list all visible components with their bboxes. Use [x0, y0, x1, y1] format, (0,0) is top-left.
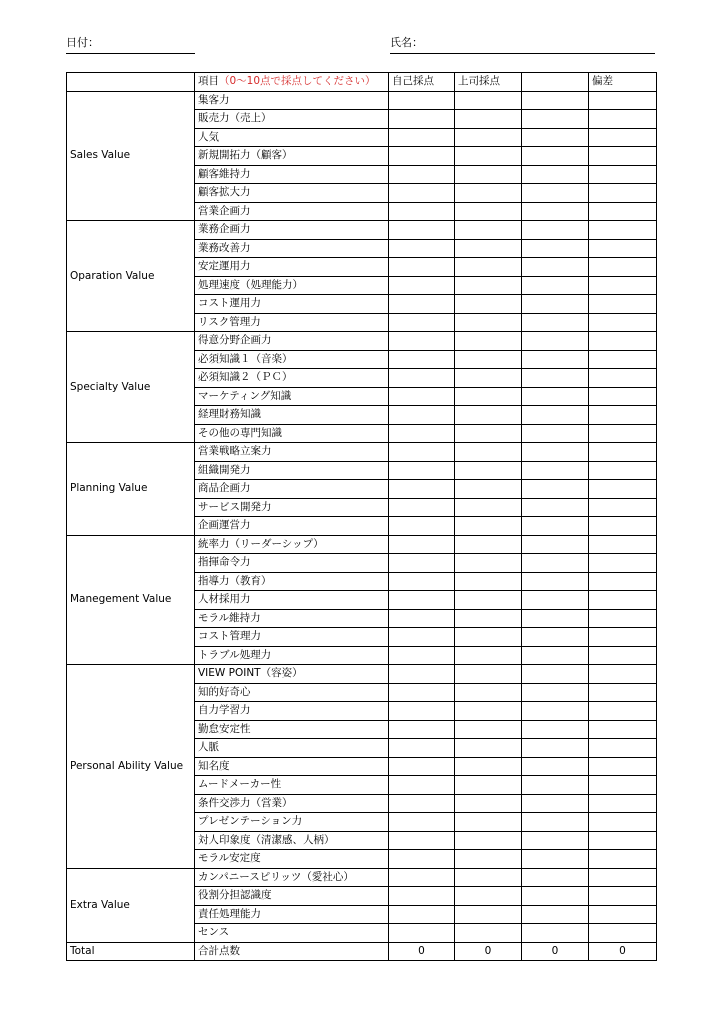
category-label: Oparation Value [67, 221, 195, 332]
boss-score-cell[interactable] [455, 702, 522, 721]
blank-score-cell[interactable] [522, 757, 589, 776]
item-label: マーケティング知識 [195, 387, 389, 406]
diff-cell[interactable] [589, 498, 657, 517]
blank-score-cell[interactable] [522, 591, 589, 610]
self-score-cell[interactable] [389, 221, 455, 240]
boss-score-cell[interactable] [455, 443, 522, 462]
item-label: ムードメーカー性 [195, 776, 389, 795]
blank-score-cell[interactable] [522, 794, 589, 813]
item-label: 営業企画力 [195, 202, 389, 221]
self-score-cell[interactable] [389, 702, 455, 721]
category-label: Planning Value [67, 443, 195, 536]
self-score-cell[interactable] [389, 276, 455, 295]
diff-cell[interactable] [589, 591, 657, 610]
diff-cell[interactable] [589, 184, 657, 203]
item-label: 企画運営力 [195, 517, 389, 536]
boss-score-cell[interactable] [455, 628, 522, 647]
diff-cell[interactable] [589, 905, 657, 924]
self-score-cell[interactable] [389, 110, 455, 129]
item-label: モラル維持力 [195, 609, 389, 628]
blank-score-cell[interactable] [522, 443, 589, 462]
blank-score-cell[interactable] [522, 498, 589, 517]
blank-score-cell[interactable] [522, 406, 589, 425]
item-label: モラル安定度 [195, 850, 389, 869]
blank-score-cell[interactable] [522, 535, 589, 554]
item-label: 指導力（教育） [195, 572, 389, 591]
blank-score-cell[interactable] [522, 776, 589, 795]
item-header: 項目（0〜10点で採点してください） [195, 73, 389, 92]
blank-score-cell[interactable] [522, 480, 589, 499]
self-score-cell[interactable] [389, 128, 455, 147]
item-label: 人気 [195, 128, 389, 147]
self-score-cell[interactable] [389, 239, 455, 258]
blank-score-cell[interactable] [522, 258, 589, 277]
diff-cell[interactable] [589, 147, 657, 166]
category-label: Sales Value [67, 91, 195, 221]
blank-score-cell[interactable] [522, 91, 589, 110]
diff-cell[interactable] [589, 332, 657, 351]
item-label: 組織開発力 [195, 461, 389, 480]
self-score-cell[interactable] [389, 646, 455, 665]
boss-score-cell[interactable] [455, 239, 522, 258]
item-label: 条件交渉力（営業） [195, 794, 389, 813]
self-score-cell[interactable] [389, 905, 455, 924]
diff-cell[interactable] [589, 517, 657, 536]
self-score-cell[interactable] [389, 831, 455, 850]
blank-score-cell[interactable] [522, 628, 589, 647]
self-score-cell[interactable] [389, 387, 455, 406]
item-label: 業務改善力 [195, 239, 389, 258]
item-label: 商品企画力 [195, 480, 389, 499]
blank-score-cell[interactable] [522, 609, 589, 628]
self-score-cell[interactable] [389, 591, 455, 610]
category-header [67, 73, 195, 92]
table-row [67, 443, 657, 462]
self-score-cell[interactable] [389, 443, 455, 462]
blank-score-cell[interactable] [522, 683, 589, 702]
item-label: 安定運用力 [195, 258, 389, 277]
item-label: 顧客維持力 [195, 165, 389, 184]
diff-cell[interactable] [589, 868, 657, 887]
self-score-cell[interactable] [389, 350, 455, 369]
self-score-cell[interactable] [389, 776, 455, 795]
self-score-cell[interactable] [389, 572, 455, 591]
boss-score-cell[interactable] [455, 91, 522, 110]
table-row [67, 332, 657, 351]
boss-score-cell[interactable] [455, 868, 522, 887]
item-label: コスト運用力 [195, 295, 389, 314]
self-score-cell[interactable] [389, 295, 455, 314]
boss-score-cell[interactable] [455, 406, 522, 425]
diff-cell[interactable] [589, 461, 657, 480]
boss-score-cell[interactable] [455, 554, 522, 573]
self-score-cell[interactable] [389, 202, 455, 221]
boss-score-cell[interactable] [455, 110, 522, 129]
category-label: Specialty Value [67, 332, 195, 443]
self-score-cell[interactable] [389, 369, 455, 388]
item-label: 業務企画力 [195, 221, 389, 240]
item-label: 経理財務知識 [195, 406, 389, 425]
date-label: 日付： [66, 36, 99, 49]
boss-score-cell[interactable] [455, 850, 522, 869]
self-score-header: 自己採点 [389, 73, 455, 92]
boss-score-cell[interactable] [455, 461, 522, 480]
blank-score-cell[interactable] [522, 424, 589, 443]
boss-score-cell[interactable] [455, 165, 522, 184]
blank-score-cell[interactable] [522, 276, 589, 295]
diff-cell[interactable] [589, 554, 657, 573]
self-score-cell[interactable] [389, 609, 455, 628]
blank-score-cell[interactable] [522, 313, 589, 332]
diff-cell[interactable] [589, 128, 657, 147]
total-blank: 0 [522, 942, 589, 961]
boss-score-cell[interactable] [455, 387, 522, 406]
category-label: Extra Value [67, 868, 195, 942]
total-self-score: 0 [389, 942, 455, 961]
blank-score-cell[interactable] [522, 665, 589, 684]
diff-cell[interactable] [589, 239, 657, 258]
diff-cell[interactable] [589, 110, 657, 129]
blank-score-cell[interactable] [522, 924, 589, 943]
item-label: VIEW POINT（容姿） [195, 665, 389, 684]
blank-score-cell[interactable] [522, 239, 589, 258]
boss-score-cell[interactable] [455, 128, 522, 147]
blank-score-cell[interactable] [522, 332, 589, 351]
diff-header: 偏差 [589, 73, 657, 92]
diff-cell[interactable] [589, 369, 657, 388]
diff-cell[interactable] [589, 831, 657, 850]
item-label: 知的好奇心 [195, 683, 389, 702]
blank-score-cell[interactable] [522, 702, 589, 721]
form-header [0, 36, 723, 56]
diff-cell[interactable] [589, 424, 657, 443]
self-score-cell[interactable] [389, 850, 455, 869]
diff-cell[interactable] [589, 757, 657, 776]
diff-cell[interactable] [589, 350, 657, 369]
table-row [67, 91, 657, 110]
self-score-cell[interactable] [389, 480, 455, 499]
boss-score-cell[interactable] [455, 609, 522, 628]
boss-score-cell[interactable] [455, 295, 522, 314]
diff-cell[interactable] [589, 202, 657, 221]
boss-score-cell[interactable] [455, 591, 522, 610]
total-label: Total [67, 942, 195, 961]
self-score-cell[interactable] [389, 924, 455, 943]
blank-score-cell[interactable] [522, 147, 589, 166]
diff-cell[interactable] [589, 794, 657, 813]
boss-score-cell[interactable] [455, 221, 522, 240]
self-score-cell[interactable] [389, 554, 455, 573]
blank-score-cell[interactable] [522, 887, 589, 906]
boss-score-cell[interactable] [455, 683, 522, 702]
category-label: Personal Ability Value [67, 665, 195, 869]
blank-score-cell[interactable] [522, 369, 589, 388]
diff-cell[interactable] [589, 683, 657, 702]
total-item: 合計点数 [195, 942, 389, 961]
boss-score-cell[interactable] [455, 517, 522, 536]
item-header-note: （0〜10点で採点してください） [219, 75, 376, 88]
diff-cell[interactable] [589, 535, 657, 554]
item-label: カンパニースピリッツ（愛社心） [195, 868, 389, 887]
diff-cell[interactable] [589, 924, 657, 943]
diff-cell[interactable] [589, 887, 657, 906]
item-label: 人材採用力 [195, 591, 389, 610]
boss-score-cell[interactable] [455, 350, 522, 369]
diff-cell[interactable] [589, 295, 657, 314]
item-label: 自力学習力 [195, 702, 389, 721]
blank-score-cell[interactable] [522, 905, 589, 924]
blank-score-cell[interactable] [522, 868, 589, 887]
boss-score-cell[interactable] [455, 776, 522, 795]
total-row [67, 942, 657, 961]
self-score-cell[interactable] [389, 91, 455, 110]
self-score-cell[interactable] [389, 498, 455, 517]
self-score-cell[interactable] [389, 813, 455, 832]
evaluation-table [66, 72, 657, 961]
item-label: トラブル処理力 [195, 646, 389, 665]
boss-score-cell[interactable] [455, 424, 522, 443]
diff-cell[interactable] [589, 628, 657, 647]
item-label: 責任処理能力 [195, 905, 389, 924]
boss-score-cell[interactable] [455, 757, 522, 776]
self-score-cell[interactable] [389, 258, 455, 277]
blank-score-cell[interactable] [522, 295, 589, 314]
blank-score-cell[interactable] [522, 646, 589, 665]
boss-score-cell[interactable] [455, 813, 522, 832]
blank-header [522, 73, 589, 92]
self-score-cell[interactable] [389, 461, 455, 480]
diff-cell[interactable] [589, 443, 657, 462]
diff-cell[interactable] [589, 258, 657, 277]
diff-cell[interactable] [589, 646, 657, 665]
self-score-cell[interactable] [389, 313, 455, 332]
item-label: 新規開拓力（顧客） [195, 147, 389, 166]
table-row [67, 665, 657, 684]
blank-score-cell[interactable] [522, 461, 589, 480]
total-diff: 0 [589, 942, 657, 961]
blank-score-cell[interactable] [522, 387, 589, 406]
boss-score-cell[interactable] [455, 665, 522, 684]
self-score-cell[interactable] [389, 165, 455, 184]
self-score-cell[interactable] [389, 424, 455, 443]
diff-cell[interactable] [589, 609, 657, 628]
item-label: 営業戦略立案力 [195, 443, 389, 462]
self-score-cell[interactable] [389, 332, 455, 351]
table-body [67, 91, 657, 942]
date-field[interactable] [66, 36, 195, 54]
self-score-cell[interactable] [389, 665, 455, 684]
self-score-cell[interactable] [389, 628, 455, 647]
blank-score-cell[interactable] [522, 572, 589, 591]
self-score-cell[interactable] [389, 739, 455, 758]
table-row [67, 868, 657, 887]
diff-cell[interactable] [589, 739, 657, 758]
item-label: 処理速度（処理能力） [195, 276, 389, 295]
boss-score-cell[interactable] [455, 794, 522, 813]
item-label: プレゼンテーション力 [195, 813, 389, 832]
boss-score-cell[interactable] [455, 924, 522, 943]
diff-cell[interactable] [589, 720, 657, 739]
blank-score-cell[interactable] [522, 128, 589, 147]
boss-score-cell[interactable] [455, 720, 522, 739]
table-row [67, 535, 657, 554]
name-field[interactable] [390, 36, 655, 54]
self-score-cell[interactable] [389, 720, 455, 739]
boss-score-cell[interactable] [455, 646, 522, 665]
blank-score-cell[interactable] [522, 165, 589, 184]
diff-cell[interactable] [589, 776, 657, 795]
boss-score-cell[interactable] [455, 313, 522, 332]
diff-cell[interactable] [589, 91, 657, 110]
self-score-cell[interactable] [389, 406, 455, 425]
diff-cell[interactable] [589, 572, 657, 591]
diff-cell[interactable] [589, 665, 657, 684]
diff-cell[interactable] [589, 313, 657, 332]
self-score-cell[interactable] [389, 887, 455, 906]
item-label: センス [195, 924, 389, 943]
diff-cell[interactable] [589, 850, 657, 869]
blank-score-cell[interactable] [522, 813, 589, 832]
diff-cell[interactable] [589, 165, 657, 184]
boss-score-cell[interactable] [455, 480, 522, 499]
boss-score-cell[interactable] [455, 332, 522, 351]
item-label: 集客力 [195, 91, 389, 110]
self-score-cell[interactable] [389, 184, 455, 203]
self-score-cell[interactable] [389, 683, 455, 702]
item-label: 役割分担認識度 [195, 887, 389, 906]
self-score-cell[interactable] [389, 794, 455, 813]
blank-score-cell[interactable] [522, 350, 589, 369]
item-label: 知名度 [195, 757, 389, 776]
item-label: 統率力（リーダーシップ） [195, 535, 389, 554]
diff-cell[interactable] [589, 406, 657, 425]
diff-cell[interactable] [589, 813, 657, 832]
item-label: 顧客拡大力 [195, 184, 389, 203]
blank-score-cell[interactable] [522, 110, 589, 129]
self-score-cell[interactable] [389, 868, 455, 887]
item-label: 必須知識１（音楽） [195, 350, 389, 369]
blank-score-cell[interactable] [522, 517, 589, 536]
self-score-cell[interactable] [389, 535, 455, 554]
total-boss-score: 0 [455, 942, 522, 961]
item-label: 必須知識２（ＰＣ） [195, 369, 389, 388]
item-label: 得意分野企画力 [195, 332, 389, 351]
boss-score-cell[interactable] [455, 202, 522, 221]
item-label: その他の専門知識 [195, 424, 389, 443]
header-row [67, 73, 657, 92]
boss-score-cell[interactable] [455, 498, 522, 517]
item-label: サービス開発力 [195, 498, 389, 517]
item-label: 対人印象度（清潔感、人柄） [195, 831, 389, 850]
self-score-cell[interactable] [389, 517, 455, 536]
blank-score-cell[interactable] [522, 221, 589, 240]
self-score-cell[interactable] [389, 147, 455, 166]
category-label: Manegement Value [67, 535, 195, 665]
boss-score-cell[interactable] [455, 831, 522, 850]
item-label: 指揮命令力 [195, 554, 389, 573]
diff-cell[interactable] [589, 276, 657, 295]
blank-score-cell[interactable] [522, 720, 589, 739]
boss-score-cell[interactable] [455, 369, 522, 388]
blank-score-cell[interactable] [522, 831, 589, 850]
boss-score-cell[interactable] [455, 739, 522, 758]
boss-score-cell[interactable] [455, 572, 522, 591]
diff-cell[interactable] [589, 480, 657, 499]
diff-cell[interactable] [589, 702, 657, 721]
self-score-cell[interactable] [389, 757, 455, 776]
item-label: コスト管理力 [195, 628, 389, 647]
name-label: 氏名： [390, 36, 423, 49]
blank-score-cell[interactable] [522, 202, 589, 221]
boss-score-cell[interactable] [455, 905, 522, 924]
boss-score-cell[interactable] [455, 887, 522, 906]
blank-score-cell[interactable] [522, 850, 589, 869]
item-label: 人脈 [195, 739, 389, 758]
table-row [67, 221, 657, 240]
blank-score-cell[interactable] [522, 554, 589, 573]
blank-score-cell[interactable] [522, 184, 589, 203]
boss-score-cell[interactable] [455, 276, 522, 295]
blank-score-cell[interactable] [522, 739, 589, 758]
item-label: リスク管理力 [195, 313, 389, 332]
boss-score-cell[interactable] [455, 535, 522, 554]
boss-score-cell[interactable] [455, 184, 522, 203]
diff-cell[interactable] [589, 221, 657, 240]
item-label: 勤怠安定性 [195, 720, 389, 739]
item-label: 販売力（売上） [195, 110, 389, 129]
boss-score-cell[interactable] [455, 147, 522, 166]
diff-cell[interactable] [589, 387, 657, 406]
boss-score-header: 上司採点 [455, 73, 522, 92]
boss-score-cell[interactable] [455, 258, 522, 277]
